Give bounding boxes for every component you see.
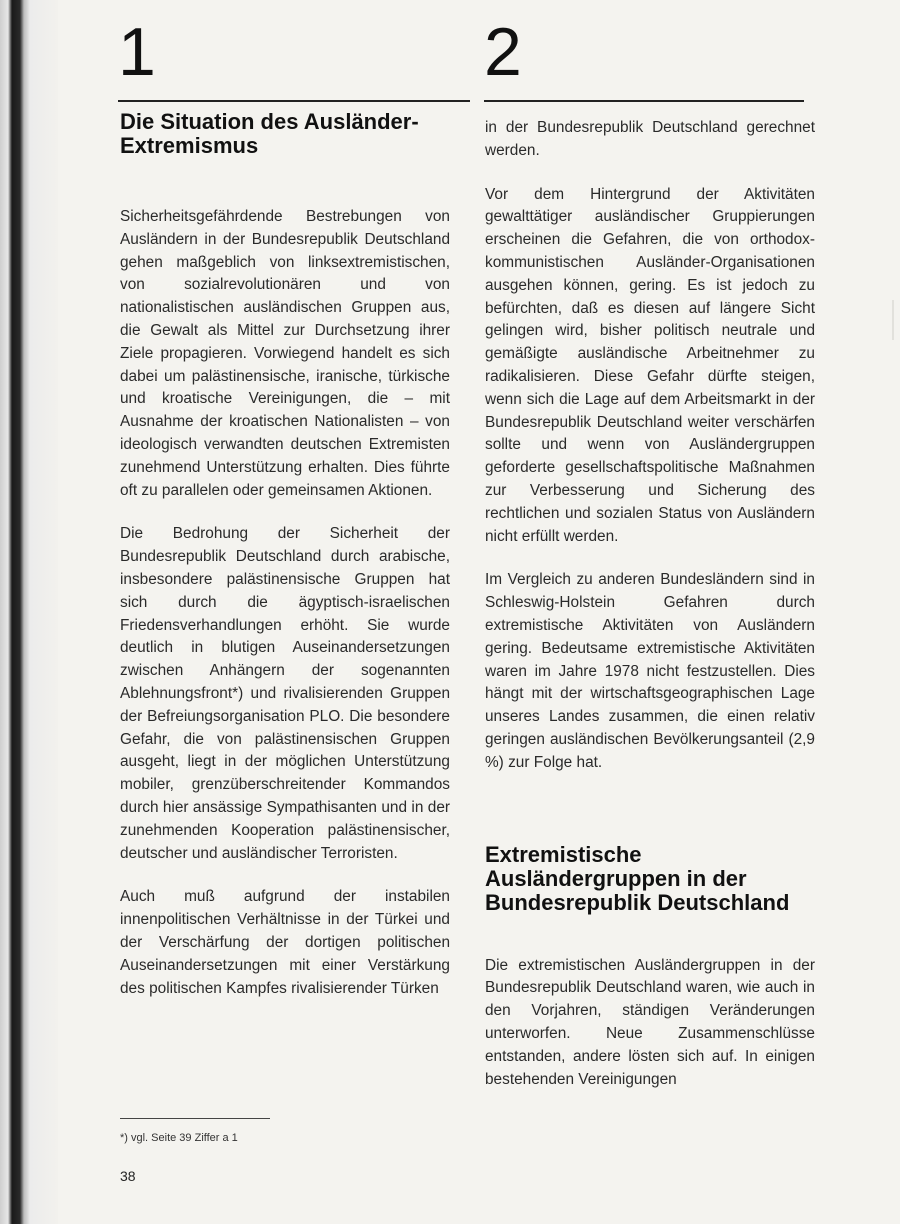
paragraph: Vor dem Hintergrund der Aktivitäten gewalttätiger ausländischer Gruppierungen erscheinen die Gefahren, die von orthodox-kommunistischen Ausländer-Organisationen ausgehen können, gering. Es ist jedoch zu befürchten, daß es diesen auf längere Sicht gelingen wird, bisher politisch neutrale und gemäßigte ausländische Arbeitnehmer zu radikalisieren. Diese Gefahr dürfte steigen, wenn sich die Lage auf dem Arbeitsmarkt in der Bundesrepublik Deutschland weiter verschärfen sollte und wenn von Ausländergruppen geforderte gesellschaftspolitische Maßnahmen zur Verbesserung und Sicherung des rechtlichen und sozialen Status von Ausländern nicht erfüllt werden.: [485, 185, 815, 545]
section-heading-groups: Extremistische Ausländergruppen in der Bundesrepublik Deutschland: [485, 841, 790, 915]
footnote-rule: [120, 1118, 270, 1119]
chapter-number-right: 2: [484, 14, 522, 90]
section-heading-situation: Die Situation des Ausländer-Extremismus: [120, 109, 419, 158]
page-edge-mark: [892, 300, 894, 340]
heading-rule-left: [118, 100, 470, 102]
heading-rule-right: [484, 100, 804, 102]
paragraph: Die Bedrohung der Sicherheit der Bundesrepublik Deutschland durch arabische, insbesondere palästinensische Gruppen hat sich durch die ägyptisch-israelischen Friedensverhandlungen erhöht. Sie wurde deutlich in blutigen Auseinandersetzungen zwischen Anhängern der sogenannten Ablehnungsfront*) und rivalisierenden Gruppen der Befreiungsorganisation PLO. Die besondere Gefahr, die von palästinensischen Gruppen ausgeht, liegt in der möglichen Unterstützung mobiler, grenzüberschreitender Kommandos durch hier ansässige Sympathisanten und in der zunehmenden Kooperation palästinensischer, deutscher und ausländischer Terroristen.: [120, 525, 450, 862]
paragraph: Auch muß aufgrund der instabilen innenpolitischen Verhältnisse in der Türkei und der Verschärfung der dortigen politischen Auseinandersetzungen mit einer Verstärkung des politischen Kampfes rivalisierender Türken: [120, 888, 450, 997]
chapter-number-left: 1: [118, 14, 156, 90]
paragraph: Im Vergleich zu anderen Bundesländern sind in Schleswig-Holstein Gefahren durch extremistische Aktivitäten von Ausländern gering. Bedeutsame extremistische Aktivitäten waren im Jahre 1978 nicht festzustellen. Dies hängt mit der wirtschaftsgeographischen Lage unseres Landes zusammen, die einen relativ geringen ausländischen Bevölkerungsanteil (2,9 %) zur Folge hat.: [485, 571, 815, 771]
paragraph: Die extremistischen Ausländergruppen in der Bundesrepublik Deutschland waren, wie auch in den Vorjahren, ständigen Veränderungen unterworfen. Neue Zusammenschlüsse entstanden, andere lösten sich auf. In einigen bestehenden Vereinigungen: [485, 956, 815, 1088]
page-number: 38: [120, 1168, 136, 1184]
paragraph: in der Bundesrepublik Deutschland gerechnet werden.: [485, 119, 815, 159]
footnote: *) vgl. Seite 39 Ziffer a 1: [120, 1132, 238, 1144]
left-column: [120, 110, 450, 1021]
paragraph: Sicherheitsgefährdende Bestrebungen von Ausländern in der Bundesrepublik Deutschland gehen maßgeblich von linksextremistischen, von sozialrevolutionären und von nationalistischen ausländischen Gruppen aus, die Gewalt als Mittel zur Durchsetzung ihrer Ziele propagieren. Vorwiegend handelt es sich dabei um palästinensische, iranische, türkische und kroatische Vereinigungen, die – mit Ausnahme der kroatischen Nationalisten – von ideologisch verwandten deutschen Extremisten zunehmend Unterstützung erhalten. Dies führte oft zu parallelen oder gemeinsamen Aktionen.: [120, 208, 450, 499]
right-column: [485, 117, 815, 1112]
